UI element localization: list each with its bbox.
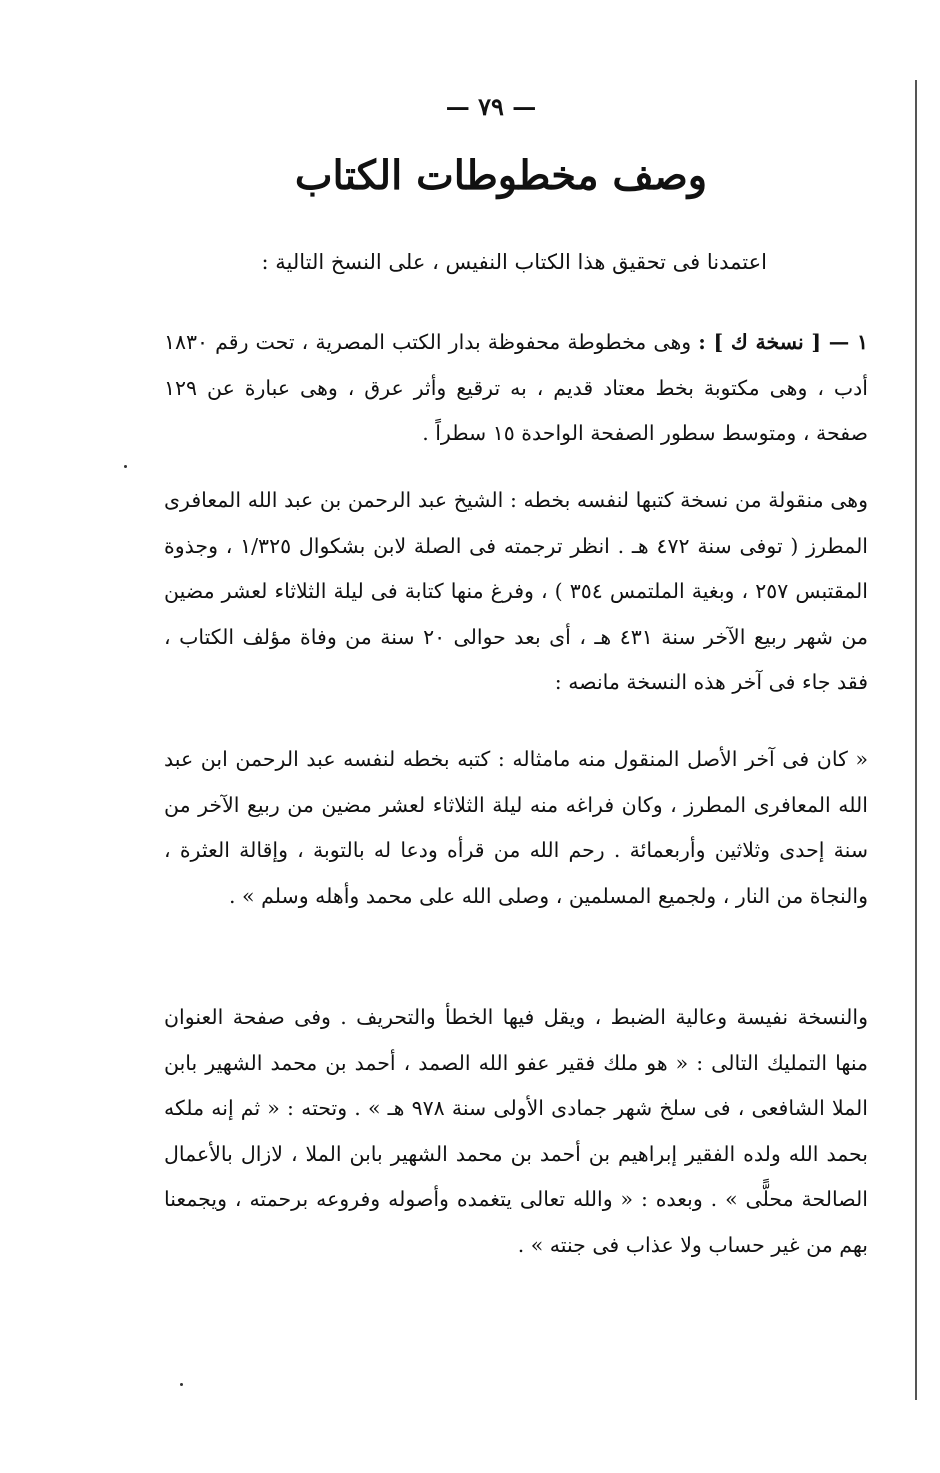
- manuscript-label: ١ — [ نسخة ك ] :: [698, 330, 868, 354]
- paragraph-manuscript-k: [164, 320, 868, 457]
- paragraph-colophon-quote: « كان فى آخر الأصل المنقول منه مامثاله : كتبه بخطه لنفسه عبد الرحمن ابن عبد الله المعافرى المطرز ، وكان فراغه منه ليلة الثلاثاء لعشر مضين من ربيع الآخر من سنة إحدى وثلاثين وأربعمائة . رحم الله من قرأه ودعا له بالتوبة ، وإقالة العثرة ، والنجاة من النار ، ولجميع المسلمين ، وصلى الله على محمد وأهله وسلم » .: [164, 747, 868, 908]
- page-title: وصف مخطوطات الكتاب: [294, 152, 708, 199]
- intro-line: اعتمدنا فى تحقيق هذا الكتاب النفيس ، على النسخ التالية :: [261, 250, 767, 274]
- scan-speck: [124, 465, 127, 468]
- scan-speck: [180, 1383, 183, 1386]
- page-edge-rule: [915, 80, 917, 1400]
- paragraph-provenance: وهى منقولة من نسخة كتبها لنفسه بخطه : الشيخ عبد الرحمن بن عبد الله المعافرى المطرز ( توفى سنة ٤٧٢ هـ . انظر ترجمته فى الصلة لابن بشكوال ١/٣٢٥ ، وجذوة المقتبس ٢٥٧ ، وبغية الملتمس ٣٥٤ ) ، وفرغ منها كتابة فى ليلة الثلاثاء لعشر مضين من شهر ربيع الآخر سنة ٤٣١ هـ ، أى بعد حوالى ٢٠ سنة من وفاة مؤلف الكتاب ، فقد جاء فى آخر هذه النسخة مانصه :: [164, 488, 869, 694]
- paragraph-ownership-notes: والنسخة نفيسة وعالية الضبط ، ويقل فيها الخطأ والتحريف . وفى صفحة العنوان منها التمليك التالى : « هو ملك فقير عفو الله الصمد ، أحمد بن محمد الشهير بابن الملا الشافعى ، فى سلخ شهر جمادى الأولى سنة ٩٧٨ هـ » . وتحته : « ثم إنه ملكه بحمد الله ولده الفقير إبراهيم بن أحمد بن محمد الشهير بابن الملا ، لازال بالأعمال الصالحة محلًّى » . وبعده : « والله تعالى يتغمده وأصوله وفروعه برحمته ، ويجمعنا بهم من غير حساب ولا عذاب فى جنته » .: [164, 1005, 868, 1257]
- page-number: — ٧٩ —: [445, 92, 537, 121]
- paragraph-text: وهى مخطوطة محفوظة بدار الكتب المصرية ، تحت رقم ١٨٣٠ أدب ، وهى مكتوبة بخط معتاد قديم ، به ترقيع وأثر عرق ، وهى عبارة عن ١٢٩ صفحة ، ومتوسط سطور الصفحة الواحدة ١٥ سطراً .: [164, 330, 868, 445]
